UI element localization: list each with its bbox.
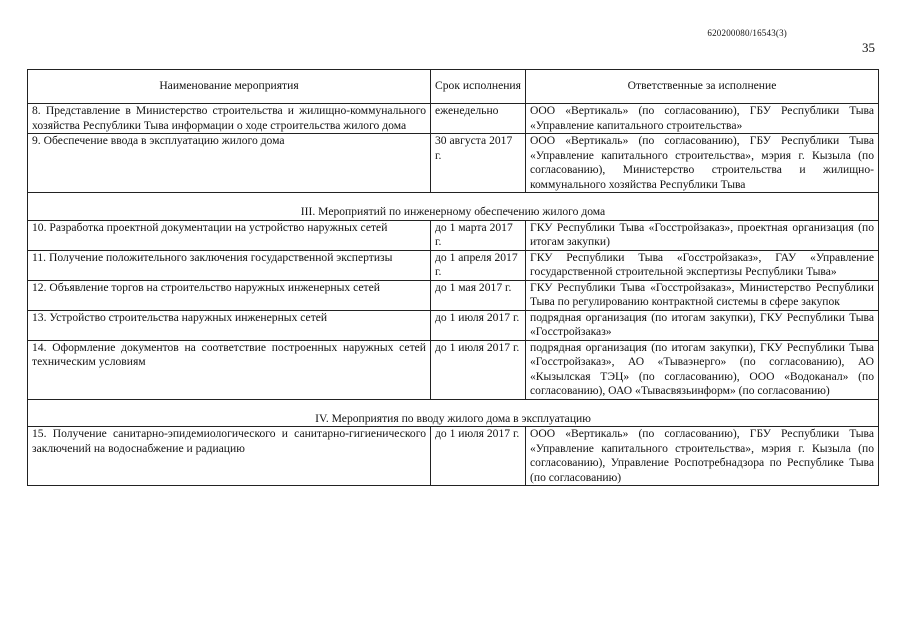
- header-term: Срок исполнения: [431, 70, 526, 104]
- activity-name: 14. Оформление документов на соответствие построенных наружных сетей техническим условиям: [28, 340, 431, 399]
- page-number: 35: [862, 40, 875, 55]
- activity-responsible: ООО «Вертикаль» (по согласованию), ГБУ Республики Тыва «Управление капитального строительства», мэрия г. Кызыла (по согласованию), Министерство строительства и жилищно-коммунального хозяйства Республики Тыва: [526, 134, 879, 193]
- action-plan-table: [27, 69, 879, 486]
- activity-name: 13. Устройство строительства наружных инженерных сетей: [28, 310, 431, 340]
- table-row: [28, 134, 879, 193]
- activity-term: до 1 июля 2017 г.: [431, 340, 526, 399]
- activity-responsible: ООО «Вертикаль» (по согласованию), ГБУ Республики Тыва «Управление капитального строительства», мэрия г. Кызыла (по согласованию), Управление Роспотребнадзора по Республике Тыва (по согласованию): [526, 427, 879, 486]
- activity-term: еженедельно: [431, 104, 526, 134]
- table-row: [28, 220, 879, 250]
- section-heading-row: [28, 399, 879, 427]
- activity-responsible: подрядная организация (по итогам закупки), ГКУ Республики Тыва «Госстройзаказ»: [526, 310, 879, 340]
- activity-responsible: ГКУ Республики Тыва «Госстройзаказ», проектная организация (по итогам закупки): [526, 220, 879, 250]
- table-row: [28, 427, 879, 486]
- activity-name: 10. Разработка проектной документации на устройство наружных сетей: [28, 220, 431, 250]
- activity-term: до 1 мая 2017 г.: [431, 280, 526, 310]
- activity-term: до 1 апреля 2017 г.: [431, 250, 526, 280]
- table-row: [28, 340, 879, 399]
- activity-responsible: ООО «Вертикаль» (по согласованию), ГБУ Республики Тыва «Управление капитального строительства»: [526, 104, 879, 134]
- header-responsible: Ответственные за исполнение: [526, 70, 879, 104]
- activity-name: 8. Представление в Министерство строительства и жилищно-коммунального хозяйства Республики Тыва информации о ходе строительства жилого дома: [28, 104, 431, 134]
- activity-term: 30 августа 2017 г.: [431, 134, 526, 193]
- header-name: Наименование мероприятия: [28, 70, 431, 104]
- activity-responsible: ГКУ Республики Тыва «Госстройзаказ», ГАУ «Управление государственной строительной экспертизы Республики Тыва»: [526, 250, 879, 280]
- activity-name: 12. Объявление торгов на строительство наружных инженерных сетей: [28, 280, 431, 310]
- table-header-row: [28, 70, 879, 104]
- activity-term: до 1 июля 2017 г.: [431, 427, 526, 486]
- table-row: [28, 250, 879, 280]
- activity-name: 11. Получение положительного заключения государственной экспертизы: [28, 250, 431, 280]
- table-row: [28, 310, 879, 340]
- section-title: III. Мероприятий по инженерному обеспечению жилого дома: [28, 193, 879, 221]
- activity-name: 15. Получение санитарно-эпидемиологического и санитарно-гигиенического заключений на водоснабжение и радиацию: [28, 427, 431, 486]
- activity-responsible: ГКУ Республики Тыва «Госстройзаказ», Министерство Республики Тыва по регулированию контрактной системы в сфере закупок: [526, 280, 879, 310]
- section-title: IV. Мероприятия по вводу жилого дома в эксплуатацию: [28, 399, 879, 427]
- section-heading-row: [28, 193, 879, 221]
- activity-term: до 1 июля 2017 г.: [431, 310, 526, 340]
- document-code: 620200080/16543(3): [707, 28, 787, 38]
- activity-responsible: подрядная организация (по итогам закупки), ГКУ Республики Тыва «Госстройзаказ», АО «Тываэнерго» (по согласованию), АО «Кызылская ТЭЦ» (по согласованию), ООО «Водоканал» (по согласованию), ОАО «Тывасвязьинформ» (по согласованию): [526, 340, 879, 399]
- activity-name: 9. Обеспечение ввода в эксплуатацию жилого дома: [28, 134, 431, 193]
- table-row: [28, 104, 879, 134]
- activity-term: до 1 марта 2017 г.: [431, 220, 526, 250]
- table-row: [28, 280, 879, 310]
